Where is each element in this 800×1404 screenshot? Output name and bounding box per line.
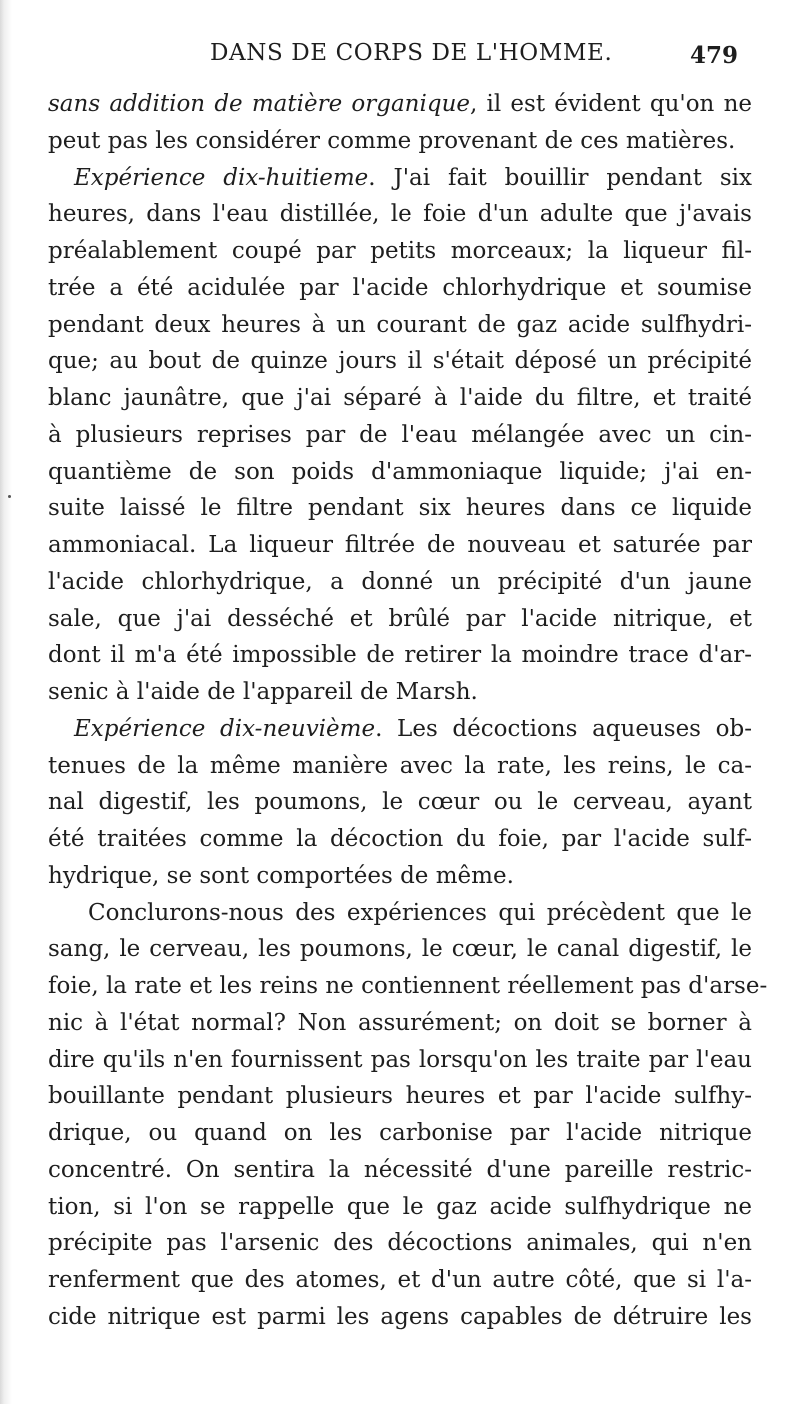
text-line <box>48 160 752 197</box>
text-line <box>48 1005 752 1042</box>
text-run: dont il m'a été impossible de retirer la moindre trace d'ar- <box>48 642 752 669</box>
text-run: peut pas les considérer comme provenant de ces matières. <box>48 127 736 154</box>
text-run: trée a été acidulée par l'acide chlorhydrique et soumise <box>48 274 752 301</box>
text-run: que; au bout de quinze jours il s'était déposé un précipité <box>48 348 752 375</box>
text-run: cide nitrique est parmi les agens capables de détruire les <box>48 1303 752 1330</box>
page-number: 479 <box>690 42 739 69</box>
text-line <box>48 1152 752 1189</box>
text-run: préalablement coupé par petits morceaux; la liqueur fil- <box>48 238 752 264</box>
text-run: à plusieurs reprises par de l'eau mélangée avec un cin- <box>48 421 752 448</box>
text-run: bouillante pendant plusieurs heures et par l'acide sulfhy- <box>48 1083 752 1110</box>
text-line <box>48 637 752 674</box>
text-line <box>48 711 752 748</box>
text-line <box>48 601 752 638</box>
text-run: nic à l'état normal? Non assurément; on doit se borner à <box>48 1009 752 1036</box>
text-line <box>48 968 768 1005</box>
text-run: l'acide chlorhydrique, a donné un précipité d'un jaune <box>48 568 752 595</box>
text-run: . Les décoctions aqueuses ob- <box>375 715 752 742</box>
text-line <box>48 931 752 968</box>
text-line <box>48 564 752 601</box>
text-line <box>48 233 752 270</box>
page-header <box>0 40 800 80</box>
text-run: renferment que des atomes, et d'un autre côté, que si l'a- <box>48 1267 752 1293</box>
text-run: nal digestif, les poumons, le cœur ou le cerveau, ayant <box>48 789 752 816</box>
body-text <box>48 86 768 1336</box>
text-run: ammoniacal. La liqueur filtrée de nouveau et saturée par <box>48 532 752 558</box>
text-line <box>48 895 752 932</box>
text-line <box>48 821 752 858</box>
text-line <box>48 86 752 123</box>
text-line <box>48 490 752 527</box>
text-line <box>48 527 752 564</box>
text-run: hydrique, se sont comportées de même. <box>48 862 514 889</box>
text-run: précipite pas l'arsenic des décoctions animales, qui n'en <box>48 1230 752 1257</box>
text-run: été traitées comme la décoction du foie, par l'acide sulf- <box>48 826 752 852</box>
ink-speck <box>8 495 11 498</box>
running-title: DANS DE CORPS DE L'HOMME. <box>210 40 613 66</box>
text-line <box>48 417 752 454</box>
text-line <box>48 1189 752 1226</box>
text-run: tion, si l'on se rappelle que le gaz acide sulfhydrique ne <box>48 1193 752 1220</box>
text-line <box>48 858 752 895</box>
text-line <box>48 1115 752 1152</box>
text-line <box>48 270 752 307</box>
text-run: concentré. On sentira la nécessité d'une pareille restric- <box>48 1156 752 1183</box>
text-line <box>48 1262 752 1299</box>
text-line <box>48 196 752 233</box>
text-line <box>48 454 752 491</box>
text-line <box>48 674 752 711</box>
text-line <box>48 784 752 821</box>
text-line <box>48 1042 752 1079</box>
text-run: sale, que j'ai desséché et brûlé par l'acide nitrique, et <box>48 605 752 632</box>
text-run: quantième de son poids d'ammoniaque liquide; j'ai en- <box>48 458 752 485</box>
italic-text: sans addition de matière organique <box>48 91 470 117</box>
text-run: drique, ou quand on les carbonise par l'acide nitrique <box>48 1120 752 1146</box>
text-line <box>48 307 752 344</box>
text-run: Conclurons-nous des expériences qui précèdent que le <box>88 899 752 926</box>
text-run: heures, dans l'eau distillée, le foie d'un adulte que j'avais <box>48 201 752 228</box>
text-run: suite laissé le filtre pendant six heures dans ce liquide <box>48 495 752 522</box>
text-line <box>48 1078 752 1115</box>
text-run: foie, la rate et les reins ne contiennent réellement pas d'arse- <box>48 973 768 999</box>
text-line <box>48 343 752 380</box>
italic-text: Expérience dix-huitieme <box>74 164 369 191</box>
text-run: senic à l'aide de l'appareil de Marsh. <box>48 679 478 705</box>
text-run: pendant deux heures à un courant de gaz acide sulfhydri- <box>48 311 752 338</box>
text-run: . J'ai fait bouillir pendant six <box>368 164 752 191</box>
text-run: sang, le cerveau, les poumons, le cœur, le canal digestif, le <box>48 936 752 963</box>
text-line <box>48 380 752 417</box>
italic-text: Expérience dix-neuvième <box>74 715 376 742</box>
text-run: dire qu'ils n'en fournissent pas lorsqu'on les traite par l'eau <box>48 1046 752 1073</box>
text-run: blanc jaunâtre, que j'ai séparé à l'aide du filtre, et traité <box>48 385 752 411</box>
text-line <box>48 1299 752 1336</box>
text-run: , il est évident qu'on ne <box>470 91 753 117</box>
text-line <box>48 1225 752 1262</box>
text-run: tenues de la même manière avec la rate, les reins, le ca- <box>48 752 752 779</box>
text-line <box>48 123 752 160</box>
text-line <box>48 748 752 785</box>
